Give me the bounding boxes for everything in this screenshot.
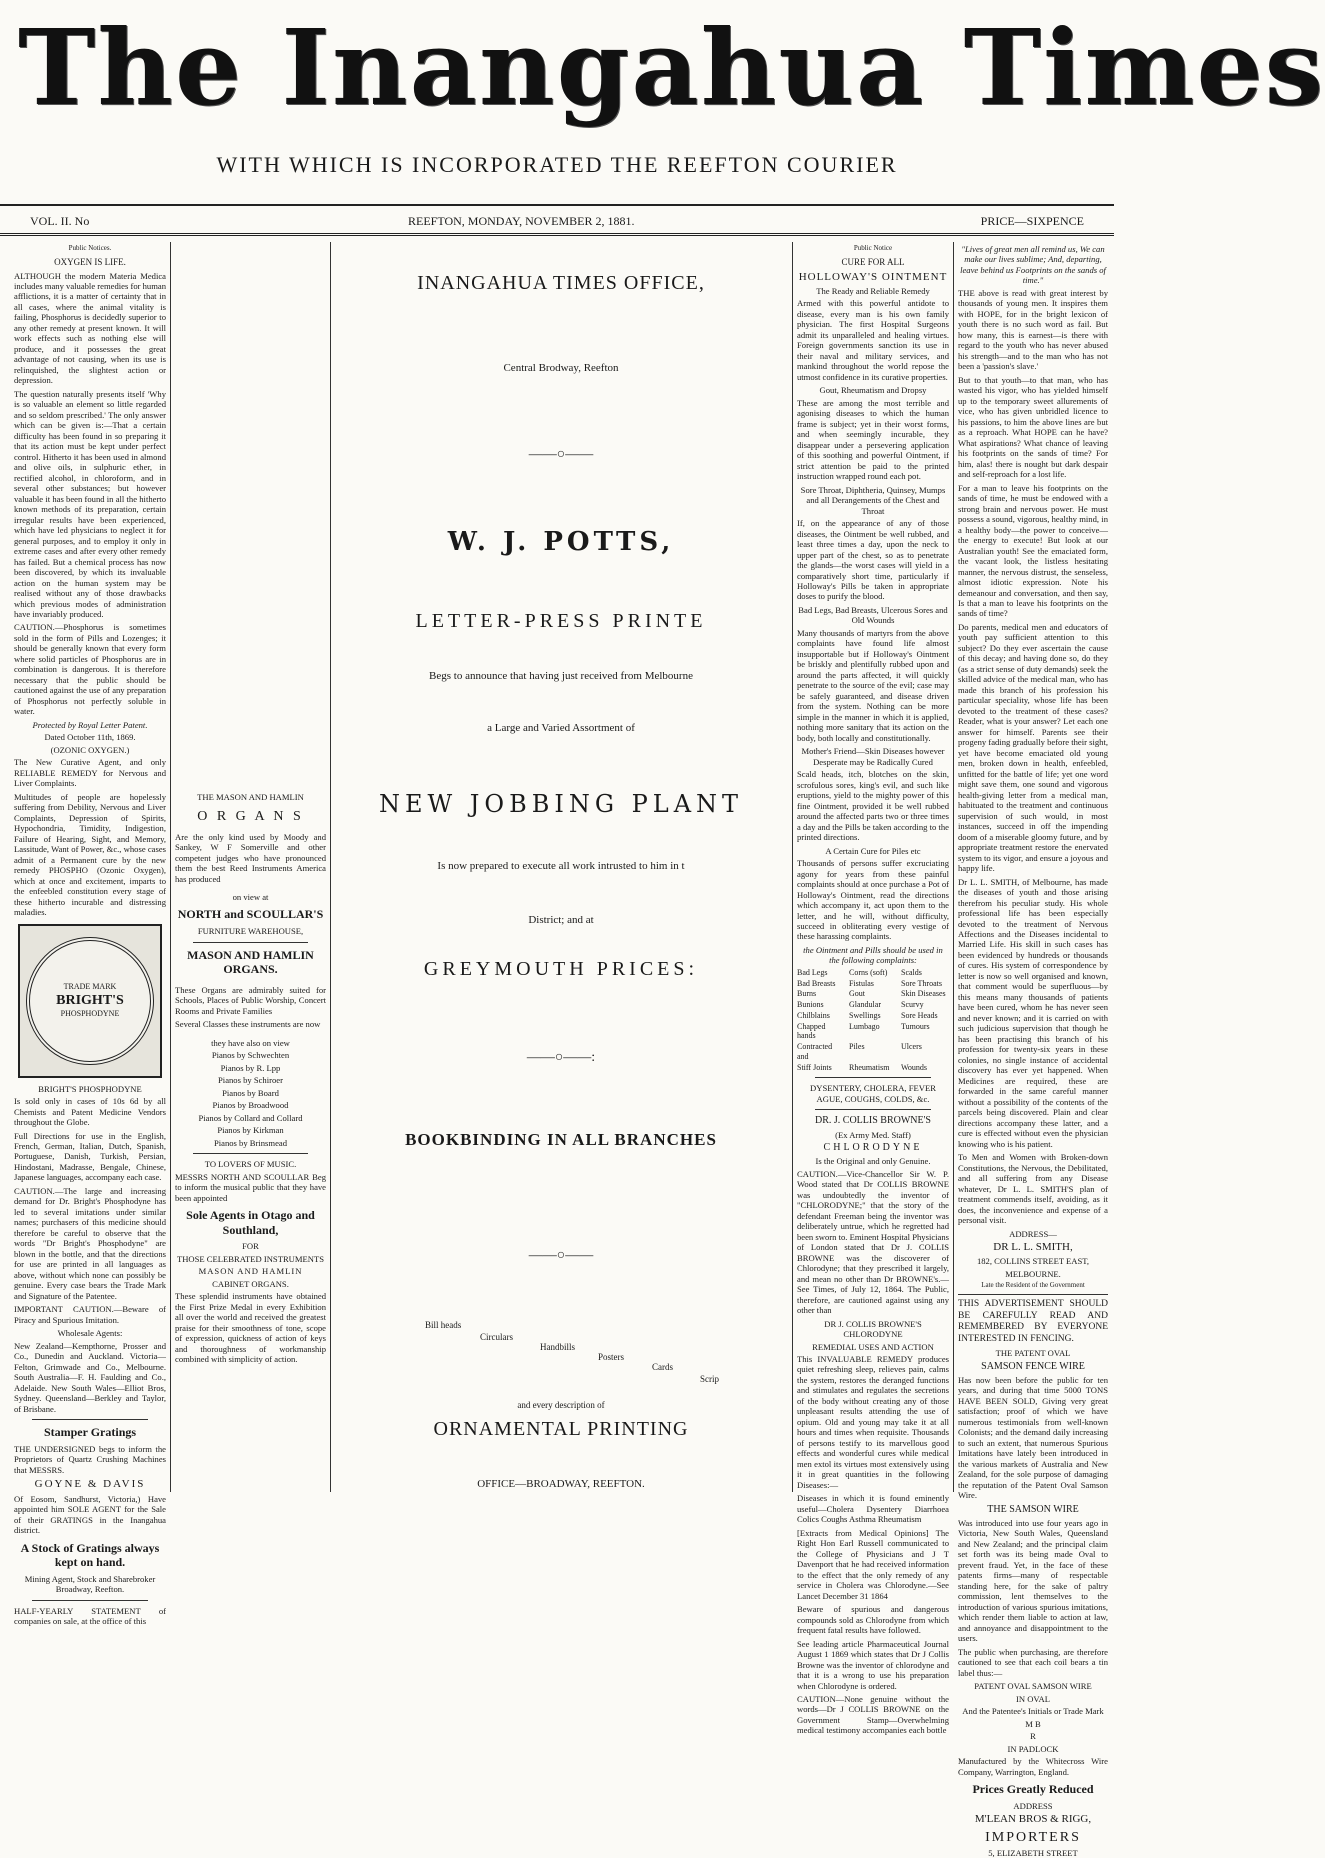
list-item: Scurvy: [901, 1000, 924, 1010]
work-item: Handbills: [540, 1342, 575, 1352]
district-line: District; and at: [528, 914, 594, 926]
dash-divider: ——○——:: [526, 1050, 596, 1065]
ad-line: FOR: [242, 1241, 259, 1252]
divider: [958, 1294, 1108, 1295]
ad-subheading: Gout, Rheumatism and Dropsy: [819, 385, 927, 396]
ad-paragraph: These splendid instruments have obtained the First Prize Medal in every Exhibition all over the world and received the greatest praise for their smoothness of tone, scope of expression, quickness of action of keys and thoroughness of workmanship combined with simplicity of action.: [175, 1291, 326, 1365]
ad-heading: DYSENTERY, CHOLERA, FEVER AGUE, COUGHS, COLDS, &c.: [810, 1083, 936, 1104]
ad-paragraph: These are among the most terrible and agonising diseases to which the human frame is subject; yet in their worst forms, and when seemingly incurable, they disappear under a persevering application of this soothing and powerful Ointment, if strict attention be paid to the printed instruction wrapped round each pot.: [797, 397, 949, 482]
ad-paragraph: Armed with this powerful antidote to disease, every man is his own family physician. The first Hospital Surgeons admit its unparalleled and healing virtues. Foreign governments sanction its use in their naval and military services, and mankind throughout the world repose the utmost confidence in its curative properties.: [797, 298, 949, 382]
piano-item: Pianos by Kirkman: [217, 1125, 284, 1136]
ad-line: And the Patentee's Initials or Trade Mark: [962, 1706, 1104, 1717]
ad-heading: TO LOVERS OF MUSIC.: [204, 1159, 297, 1170]
ad-paragraph: [Extracts from Medical Opinions] The Right Hon Earl Russell communicated to the College of Physicians and J T Davenport that he had received information to the effect that the only remedy of any service in Cholera was Chlorodyne.—See Lancet December 31 1864: [797, 1527, 949, 1601]
ad-paragraph: Beware of spurious and dangerous compounds sold as Chlorodyne from which frequent fatal results have followed.: [797, 1604, 949, 1636]
ad-heading: A Stock of Gratings always kept on hand.: [20, 1540, 160, 1570]
piano-item: Pianos by Schwechten: [211, 1050, 290, 1061]
ad-line: BRIGHT'S PHOSPHODYNE: [38, 1083, 142, 1094]
ad-paragraph: The question naturally presents itself 'Why is so valuable an element so little regarded and so seldom prescribed.' The only answer which can be given is:—That a certain difficulty has been found in so preparing it that its action must be kept under perfect control. Hitherto it has been used in almond and olive oils, in sulphuric ether, in rectified alcohol, in chloroform, and in several other substances; but however valuable it has been found in all the hitherto known methods of its preparation, certain irregular results have been experienced, which have led physicians to neglect it for general purposes, and to employ it only in extreme cases and after every other remedy has failed. But a chemical process has now been discovered, by which its invaluable action on the human system may be realised without any of those drawbacks which previous modes of administration have invariably produced.: [14, 388, 166, 619]
volume-number: VOL. II. No: [30, 214, 90, 228]
ad-paragraph: THE above is read with great interest by thousands of young men. It inspires them with HOPE, for in the bright lexicon of youth there is no such word as fail. But how many, this is earnest—is there with regard to the youth who has never abused his strength—and to the man who has not been a 'passion's slave.': [958, 287, 1108, 372]
ad-paragraph: Diseases in which it is found eminently useful—Cholera Dysentery Diarrhoea Colics Coughs Asthma Rheumatism: [797, 1493, 949, 1525]
assortment-line: a Large and Varied Assortment of: [487, 722, 635, 734]
list-item: Tumours: [901, 1021, 930, 1031]
trademark-top: TRADE MARK: [63, 982, 117, 992]
ad-paragraph: MESSRS NORTH AND SCOULLAR Beg to inform the musical public that they have been appointed: [175, 1171, 326, 1203]
ad-paragraph: The public when purchasing, are therefore cautioned to see that each coil bears a tin label thus:—: [958, 1646, 1108, 1678]
ad-line: IN OVAL: [1016, 1693, 1050, 1704]
dash-divider: ——○——: [528, 447, 594, 462]
complaints-list: [797, 968, 949, 1073]
ad-subheading: the Ointment and Pills should be used in the following complaints:: [803, 944, 943, 966]
list-item: Stiff Joints: [797, 1062, 832, 1072]
list-item: Burns: [797, 989, 817, 999]
issue-date: REEFTON, MONDAY, NOVEMBER 2, 1881.: [408, 214, 635, 228]
piano-item: Pianos by Brinsmead: [213, 1137, 288, 1148]
list-item: Ulcers: [901, 1042, 922, 1052]
ad-paragraph: New Zealand—Kempthorne, Prosser and Co., Dunedin and Auckland. Victoria—Felton, Grimwade and Co., Melbourne. South Australia—F. H. Faulding and Co., Adelaide. New South Wales—Elliot Bros, Sydney. Queensland—Berkley and Taylor, of Brisbane.: [14, 1340, 166, 1414]
piano-item: Pianos by Board: [222, 1087, 279, 1098]
ad-heading: IMPORTERS: [985, 1829, 1081, 1845]
ad-line: ADDRESS: [1013, 1800, 1053, 1811]
ad-line: FURNITURE WAREHOUSE,: [197, 926, 304, 937]
ad-line: (Ex Army Med. Staff): [835, 1129, 911, 1140]
ad-subheading: A Certain Cure for Piles etc: [825, 845, 921, 856]
ad-paragraph: Is sold only in cases of 10s 6d by all Chemists and Patent Medicine Vendors throughout the Globe.: [14, 1096, 166, 1128]
list-item: Wounds: [901, 1062, 928, 1072]
ad-heading: M'LEAN BROS & RIGG,: [974, 1813, 1092, 1826]
ad-paragraph: Several Classes these instruments are now: [175, 1019, 321, 1030]
ad-paragraph: But to that youth—to that man, who has wasted his vigor, who has yielded himself up to the temporary sweet allurements of vice, who has given unbridled licence to his passions, to him the above lines are but as a reproach. What HOPE can he have? What aspirations? What chance of leaving his footprints on the sands of time? For him, alas! there is nought but dark despair and self-reproach for a lost life.: [958, 374, 1108, 480]
list-item: Rheumatism: [849, 1062, 890, 1072]
ad-paragraph: THIS ADVERTISEMENT SHOULD BE CAREFULLY READ AND REMEMBERED BY EVERYONE INTERESTED IN FENCING.: [958, 1298, 1108, 1344]
ad-paragraph: This INVALUABLE REMEDY produces quiet refreshing sleep, relieves pain, calms the system, restores the deranged functions and stimulates and regulates the secretions of the body without creating any of those unpleasant results attending the use of opium. Old and young may take it at all hours and times when requisite. Thousands of persons testify to its marvellous good effects and wonderful cures while medical men extol its virtues most extensively using it in great quantities in the following Diseases:—: [797, 1353, 949, 1490]
ad-line: The Ready and Reliable Remedy: [816, 285, 930, 296]
ad-paragraph: If, on the appearance of any of those diseases, the Ointment be well rubbed, and least three times a day, upon the neck to upper part of the chest, so as to penetrate the glands—the worst cases will yield in a comparatively short time, particularly if Holloway's Pills be taken in appropriate doses to purify the blood.: [797, 518, 949, 602]
ad-line: they have also on view: [211, 1037, 290, 1048]
trademark-bottom: PHOSPHODYNE: [60, 1009, 120, 1019]
ad-paragraph: Do parents, medical men and educators of youth pay sufficient attention to this subject? Do they ever ascertain the cause of this decay; and having done so, do they (as a strict sense of duty demands) seek the skilled advice of the medical man, who has made this branch of his profession his particular speciality, whose life has been devoted to the treatment of these cases? Reader, what is your answer? Let each one answer for himself. Parents see their progeny fading gradually before their sight, yet have become emaciated old young men, broken down in health, enfeebled, unfitted for the battle of life; yet one word might save them, one sound and vigorous health-giving letter from a medical man, habituated to the treatment and continuous supervision of such would, in most instances, succeed in off the impending doom of a miserable gloomy future, and by appropriate treatment restore the enervated system to its vigor, and ensure a joyous and happy life.: [958, 621, 1108, 874]
organs-ad: [175, 790, 326, 1368]
ad-paragraph: CAUTION.—Vice-Chancellor Sir W. P. Wood stated that Dr COLLIS BROWNE was undoubtedly the inventor of "CHLORODYNE;" that the story of the defendant Freeman being the inventor was deliberately untrue, which he regretted had been sworn to. Eminent Hospital Physicians of London stated that Dr J. COLLIS BROWNE was the discoverer of Chlorodyne; that they prescribed it largely, and mean no other than Dr BROWNE's.—See Times, of July 12, 1864. The Public, therefore, are cautioned against using any other than: [797, 1168, 949, 1316]
ad-heading: NORTH and SCOULLAR'S: [177, 907, 324, 922]
ad-line: DR J. COLLIS BROWNE'S CHLORODYNE: [824, 1318, 922, 1340]
list-item: Piles: [849, 1042, 865, 1052]
bookbinding-heading: BOOKBINDING IN ALL BRANCHES: [405, 1130, 717, 1149]
ad-line: Is the Original and only Genuine.: [815, 1156, 931, 1167]
dash-divider: ——○——: [528, 1248, 594, 1263]
ad-heading: HOLLOWAY'S OINTMENT: [798, 270, 948, 283]
ad-heading: SAMSON FENCE WIRE: [981, 1360, 1085, 1372]
description-line: and every description of: [517, 1400, 605, 1410]
ad-paragraph: Dr L. L. SMITH, of Melbourne, has made the diseases of youth and those arising therefrom his peculiar study. His whole professional life has been especially devoted to the treatment of Nervous Affections and the Diseases incidental to Married Life. His skill in such cases has been evidenced by hundreds or thousands of cures. His system of correspondence by letter is now so well organised and known, that comment would be superfluous—by this means many thousands of patients have been cured, whom he has never seen and never known; and it is carried on with such judicious supervision that though he has been practising this branch of his profession for twenty-six years in these colonies, no single instance of accidental discovery has ever yet happened. When Medicines are required, these are forwarded in the same careful manner without a possibility of the contents of the parcels being discovered. Plain and clear directions accompany these latter, and a cure is effected without even the physician knowing who is his patient.: [958, 876, 1108, 1149]
column-music: [171, 242, 330, 1492]
ad-heading: CHLORODYNE: [823, 1142, 923, 1154]
ad-line: M B: [1025, 1718, 1041, 1729]
work-item: Circulars: [480, 1332, 513, 1342]
ad-line: CURE FOR ALL: [841, 256, 905, 267]
ad-line: REMEDIAL USES AND ACTION: [812, 1341, 934, 1352]
list-item: Corns (soft): [849, 967, 888, 977]
work-item: Cards: [652, 1362, 673, 1372]
list-item: Fistulas: [849, 978, 874, 988]
ad-paragraph: Of Eosom, Sandhurst, Victoria,) Have appointed him SOLE AGENT for the Sale of their GRATINGS in the Inangahua district.: [14, 1493, 166, 1536]
ad-paragraph: CAUTION.—The large and increasing demand for Dr. Bright's Phosphodyne has led to several imitations under similar names; purchasers of this medicine should therefore be careful to observe that the words "Dr Bright's Phosphodyne" are blown in the bottle, and that the directions for use are printed in all languages as above, without which none can possibly be genuine. Every case bears the Trade Mark and Signature of the Patentee.: [14, 1185, 166, 1301]
ad-line: 5, ELIZABETH STREET: [988, 1847, 1078, 1858]
ad-paragraph: These Organs are admirably suited for Schools, Places of Public Worship, Concert Rooms and Private Families: [175, 984, 326, 1016]
ornamental-heading: ORNAMENTAL PRINTING: [433, 1418, 689, 1440]
piano-item: Pianos by Collard and Collard: [198, 1112, 303, 1123]
column-printing-office: [330, 242, 792, 1492]
divider: [815, 1077, 931, 1078]
column-holloway: [793, 242, 953, 1736]
phosphodyne-trademark-image: [18, 924, 162, 1078]
work-item: Scrip: [700, 1374, 719, 1384]
list-item: Bad Legs: [797, 967, 828, 977]
piano-item: Pianos by Schiroer: [218, 1075, 283, 1086]
ad-heading: Sole Agents in Otago and Southland,: [186, 1208, 315, 1237]
ad-paragraph: Scald heads, itch, blotches on the skin, scrofulous sores, king's evil, and such like eruptions, yield to the mighty power of this fine Ointment, provided it be well rubbed around the affected parts two or three times a day and the Pills be taken according to the printed directions.: [797, 769, 949, 843]
jobbing-plant-heading: NEW JOBBING PLANT: [378, 790, 744, 818]
ad-paragraph: Full Directions for use in the English, French, German, Italian, Dutch, Spanish, Portuguese, Danish, Turkish, Persian, Hindostani, Madrasse, Bengale, Chinese, Japanese languages, accompany each case.: [14, 1130, 166, 1183]
dateline: [0, 204, 1114, 236]
ad-paragraph: Many thousands of martyrs from the above complaints have found life almost insupportable but if Holloway's Ointment be briskly and plentifully rubbed upon and around the parts affected, it will quickly penetrate to the source of the evil; case may be safely guaranteed, and disease driven from the system. Nothing can be more simple in the manner in which it is applied, nothing more sanitary that its action on the body, both locally and constitutionally.: [797, 627, 949, 743]
ad-line: PATENT OVAL SAMSON WIRE: [974, 1681, 1092, 1692]
piano-item: Pianos by Broadwood: [212, 1100, 289, 1111]
divider: [193, 1153, 308, 1154]
ad-heading: Prices Greatly Reduced: [972, 1782, 1094, 1797]
divider: [32, 1600, 148, 1601]
ad-paragraph: CAUTION—None genuine without the words—Dr J COLLIS BROWNE on the Government Stamp—Overwhelming medical testimony accompanies each bottle: [797, 1694, 949, 1736]
ad-line: MELBOURNE.: [1005, 1268, 1061, 1279]
ad-line: THE MASON AND HAMLIN: [197, 792, 304, 802]
divider: [32, 1419, 148, 1420]
ad-line: Late the Resident of the Government: [981, 1281, 1085, 1290]
trademark-seal: [26, 937, 154, 1065]
ad-line: Wholesale Agents:: [57, 1328, 123, 1339]
list-item: Scalds: [901, 967, 922, 977]
announcement-line: Begs to announce that having just received from Melbourne: [429, 670, 693, 682]
ad-heading: O R G A N S: [197, 809, 304, 825]
ad-line: THOSE CELEBRATED INSTRUMENTS: [176, 1253, 325, 1264]
list-item: Sore Heads: [901, 1010, 938, 1020]
ad-line: CABINET ORGANS.: [212, 1278, 289, 1289]
office-heading: INANGAHUA TIMES OFFICE,: [417, 272, 705, 294]
ad-paragraph: HALF-YEARLY STATEMENT of companies on sale, at the office of this: [14, 1605, 166, 1627]
ad-line: MASON AND HAMLIN: [198, 1266, 303, 1277]
ad-paragraph: See leading article Pharmaceutical Journal August 1 1869 which states that Dr J Collis Browne was the inventor of chlorodyne and that it is a wrong to use his preparation when Chlorodyne is ordered.: [797, 1638, 949, 1691]
poem-quote: "Lives of great men all remind us, We can make our lives sublime; And, departing, leave behind us Footprints on the sands of time.": [960, 244, 1106, 286]
ad-subheading: Sore Throat, Diphtheria, Quinsey, Mumps and all Derangements of the Chest and Throat: [800, 484, 946, 516]
divider: [193, 942, 308, 943]
ad-paragraph: To Men and Women with Broken-down Constitutions, the Nervous, the Debilitated, and all suffering from any Disease whatever, Dr L. L. SMITH'S plan of treatment commends itself, avoiding, as it does, the inconvenience and expense of a personal visit.: [958, 1152, 1108, 1226]
column-smith: [954, 242, 1112, 1858]
divider: [815, 1109, 931, 1110]
office-address: Central Brodway, Reefton: [503, 362, 619, 374]
ad-paragraph: ALTHOUGH the modern Materia Medica includes many valuable remedies for human afflictions, it is a matter of certainty that in all cases, where the animal vitality is failing, Phosphorus is decidedly superior to any other remedy at present known. It will work effects such as nothing else will produce, and it possesses the great advantage of not causing, when its use is relinquished, the slightest action or depression.: [14, 270, 167, 386]
ad-line: Protected by Royal Letter Patent.: [32, 719, 148, 730]
ad-paragraph: THE UNDERSIGNED begs to inform the Proprietors of Quartz Crushing Machines that MESSRS.: [14, 1443, 166, 1475]
issue-price: PRICE—SIXPENCE: [980, 214, 1084, 228]
ad-line: (OZONIC OXYGEN.): [50, 744, 130, 755]
list-item: Bad Breasts: [797, 978, 836, 988]
ad-line: THE PATENT OVAL: [995, 1348, 1071, 1359]
ad-heading: Stamper Gratings: [43, 1425, 137, 1440]
newspaper-subtitle: WITH WHICH IS INCORPORATED THE REEFTON COURIER: [216, 152, 898, 177]
prices-heading: GREYMOUTH PRICES:: [423, 958, 699, 980]
list-item: Gout: [849, 989, 865, 999]
ad-paragraph: CAUTION.—Phosphorus is sometimes sold in the form of Pills and Lozenges; it should be generally known that every form where solid particles of Phosphorus are in combination is dangerous. It is therefore necessary that the public should be cautioned against the use of any preparation of Phosphorus not perfectly soluble in water.: [14, 622, 166, 717]
section-label: Public Notices.: [68, 244, 112, 252]
ad-subheading: Bad Legs, Bad Breasts, Ulcerous Sores and Old Wounds: [798, 604, 948, 626]
ad-paragraph: The New Curative Agent, and only RELIABLE REMEDY for Nervous and Liver Complaints.: [14, 757, 166, 789]
masthead: [0, 0, 1325, 200]
ad-paragraph: IMPORTANT CAUTION.—Beware of Piracy and Spurious Imitation.: [14, 1304, 166, 1325]
list-item: Glandular: [849, 1000, 881, 1010]
ad-paragraph: Thousands of persons suffer excruciating agony for years from these painful complaints should at once purchase a Pot of Holloway's Ointment, read the directions which accompany it, act upon them to the letter, and he will, without difficulty, succeed in obliterating every vestige of these harassing complaints.: [797, 858, 949, 942]
column-public-notices: [10, 242, 170, 1627]
list-item: Sore Throats: [901, 978, 942, 988]
ad-paragraph: For a man to leave his footprints on the sands of time, he must be endowed with a strong brain and nervous power. He must possess a sound, vigorous, healthy mind, in a healthy body—the power to conceive—the energy to execute! But look at our Australian youth! See the emaciated form, the vacant look, the listless hesitating manner, the nervous distrust, the senseless, almost idiotic expression. Note his demeanour and conversation, and then say, Is that a man to leave his footprints on the sands of time?: [958, 482, 1108, 619]
trade-heading: LETTER-PRESS PRINTE: [415, 610, 707, 632]
ad-paragraph: Has now been before the public for ten years, and during that time 5000 TONS HAVE BEEN SOLD, Giving very great satisfaction; proof of which we have numerous testimonials from well-known Colonists; and the demand daily increasing to such an extent, that numerous Spurious Imitations have lately been introduced in the various markets of Australia and New Zealand, for the sole purpose of damaging the reputation of the Patent Oval Samson Wire.: [958, 1374, 1108, 1501]
list-item: Skin Diseases: [901, 989, 946, 999]
ad-line: R: [1030, 1731, 1036, 1742]
prepared-line: Is now prepared to execute all work intrusted to him in t: [437, 860, 685, 872]
piano-item: Pianos by R. Lpp: [220, 1062, 281, 1073]
ad-line: on view at: [232, 891, 269, 902]
printer-name: W. J. POTTS,: [447, 527, 675, 557]
office-footer: OFFICE—BROADWAY, REEFTON.: [477, 1478, 645, 1490]
list-item: Bunions: [797, 1000, 824, 1010]
ad-paragraph: Manufactured by the Whitecross Wire Company, Warrington, England.: [958, 1756, 1108, 1777]
ad-line: Dated October 11th, 1869.: [44, 732, 136, 743]
list-item: Contracted and: [797, 1042, 833, 1061]
ad-line: GOYNE & DAVIS: [34, 1478, 146, 1491]
section-label: Public Notice: [853, 244, 893, 252]
ad-subheading: Mother's Friend—Skin Diseases however Desperate may be Radically Cured: [801, 746, 945, 767]
ad-line: Mining Agent, Stock and Sharebroker Broadway, Reefton.: [24, 1573, 156, 1595]
list-item: Swellings: [849, 1010, 881, 1020]
ad-heading: THE SAMSON WIRE: [987, 1503, 1079, 1515]
ad-paragraph: Are the only kind used by Moody and Sankey, W F Somerville and other competent judges who have pronounced them the best Reed Instruments America has produced: [175, 831, 326, 884]
list-item: Chilblains: [797, 1010, 830, 1020]
list-item: Chapped hands: [797, 1021, 826, 1041]
ad-heading: DR. J. COLLIS BROWNE'S: [815, 1115, 931, 1127]
ad-line: IN PADLOCK: [1007, 1743, 1059, 1754]
trademark-main: BRIGHT'S: [56, 993, 124, 1009]
ad-heading: OXYGEN IS LIFE.: [54, 256, 126, 267]
work-item: Bill heads: [425, 1320, 462, 1330]
ad-line: ADDRESS—: [1009, 1228, 1057, 1239]
ad-paragraph: Multitudes of people are hopelessly suffering from Debility, Nervous and Liver Complaints, Depression of Spirits, Hypochondria, Timidity, Indigestion, Failure of Hearing, Sight, and Memory, Lassitude, Want of Power, &c., whose cases admit of a Permanent cure by the new remedy PHOSPHO (Ozonic Oxygen), which at once and excitement, imparts to the enfeebled constitution every stage of these hitherto incurable and distressing maladies.: [14, 791, 166, 918]
ad-heading: MASON AND HAMLIN ORGANS.: [187, 947, 314, 977]
list-item: Lumbago: [849, 1021, 880, 1031]
ad-heading: DR L. L. SMITH,: [993, 1241, 1073, 1254]
ad-paragraph: Was introduced into use four years ago in Victoria, New South Wales, Queensland and New Zealand; and the principal claim set forth was its being made Oval to prevent fraud. Yet, in the face of these patents firms—many of respectable standing here, for the sake of paltry commission, lent themselves to the introduction of various spurious imitations, which render them liable to action at law, and annoyance and disappointment to the users.: [958, 1517, 1108, 1644]
work-item: Posters: [598, 1352, 625, 1362]
ad-line: 182, COLLINS STREET EAST,: [976, 1256, 1090, 1267]
newspaper-title: The Inangahua Times: [18, 6, 1325, 129]
